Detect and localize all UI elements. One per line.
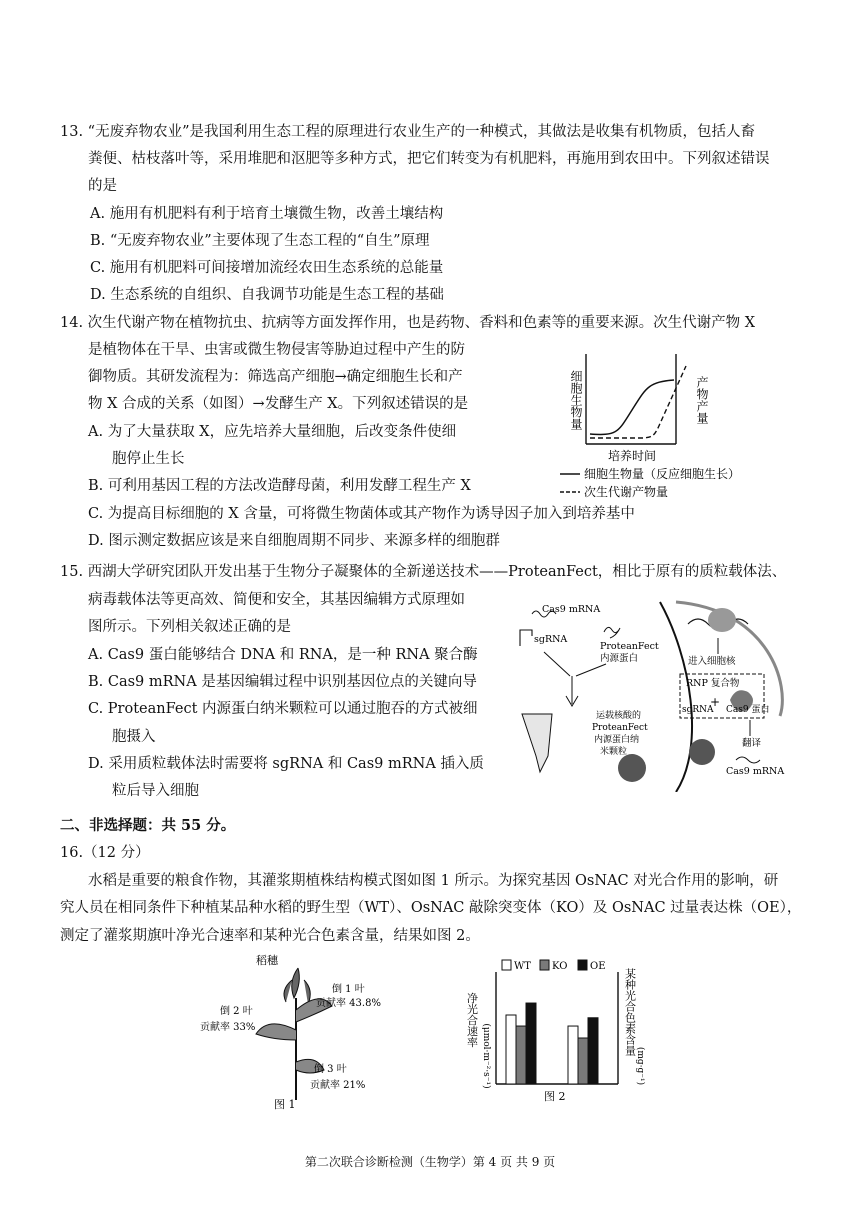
fig-sgrna2: sgRNA: [682, 705, 714, 715]
q14-line4: 物 X 合成的关系（如图）→发酵生产 X。下列叙述错误的是: [88, 396, 469, 412]
rice-plant-figure: [192, 950, 392, 1112]
fig2-legend-swatch-wt: [502, 960, 511, 970]
graph-xlabel: 培养时间: [607, 449, 657, 463]
fig-np4: 米颗粒: [600, 747, 628, 757]
graph-ylabel-right: 产物产量: [695, 376, 709, 424]
q15-option-b: B. Cas9 mRNA 是基因编辑过程中识别基因位点的关键向导: [88, 674, 477, 690]
q13-line2: 粪便、枯枝落叶等，采用堆肥和沤肥等多种方式，把它们转变为有机肥料，再施用到农田中。下列叙述错误: [88, 151, 770, 167]
proteanfect-diagram: [500, 596, 790, 792]
fig2-unit-left: (μmol·m⁻²·s⁻¹): [481, 1023, 491, 1089]
q15-option-d-cont: 粒后导入细胞: [112, 783, 199, 799]
q15-option-c-cont: 胞摄入: [112, 729, 156, 745]
fig2-bar-wt-1: [506, 1015, 516, 1084]
q15-option-d: D. 采用质粒载体法时需要将 sgRNA 和 Cas9 mRNA 插入质: [88, 756, 484, 772]
q13-option-d: D. 生态系统的自组织、自我调节功能是生态工程的基础: [90, 287, 444, 303]
q13-line3: 的是: [88, 178, 117, 194]
q14-line2: 是植物体在干旱、虫害或微生物侵害等胁迫过程中产生的防: [88, 342, 465, 358]
q15-line2: 病毒载体法等更高效、简便和安全，其基因编辑方式原理如: [88, 592, 465, 608]
fig-np2: ProteanFect: [592, 723, 648, 733]
fig-enter: 进入细胞核: [688, 656, 736, 667]
q16-heading: 16.（12 分）: [60, 845, 150, 861]
q15-option-c: C. ProteanFect 内源蛋白纳米颗粒可以通过胞吞的方式被细: [88, 701, 478, 717]
q16-para-line2: 究人员在相同条件下种植某品种水稻的野生型（WT）、OsNAC 敲除突变体（KO）及 OsNAC 过量表达株（OE），: [60, 900, 802, 916]
q15-option-a: A. Cas9 蛋白能够结合 DNA 和 RNA，是一种 RNA 聚合酶: [88, 647, 478, 663]
fig1-leaf1b: 贡献率 43.8%: [316, 998, 381, 1009]
cell-biomass-curve: [590, 380, 674, 434]
q13-option-a: A. 施用有机肥料有利于培育土壤微生物，改善土壤结构: [90, 206, 444, 222]
fig2-legend-swatch-ko: [540, 960, 549, 970]
q13-option-c: C. 施用有机肥料可间接增加流经农田生态系统的总能量: [90, 260, 444, 276]
fig1-leaf2b: 贡献率 33%: [200, 1022, 256, 1033]
fig2-caption: 图 2: [544, 1090, 566, 1103]
legend-cell-biomass: 细胞生物量（反应细胞生长）: [584, 467, 741, 481]
arrow-right: [576, 664, 606, 676]
fig-np1: 运载核酸的: [596, 711, 642, 721]
q14-option-a: A. 为了大量获取 X，应先培养大量细胞，后改变条件使细: [88, 424, 457, 440]
q14-option-b: B. 可利用基因工程的方法改造酵母菌，利用发酵工程生产 X: [88, 478, 471, 494]
fig-cas9-mrna: Cas9 mRNA: [542, 604, 601, 615]
fig1-leaf3b: 贡献率 21%: [310, 1080, 366, 1091]
leaf-2: [256, 1024, 296, 1040]
fig2-legend-label-oe: OE: [590, 961, 606, 972]
legend-product: 次生代谢产物量: [584, 485, 669, 499]
tube-icon: [522, 714, 552, 772]
fig1-panicle: 稻穗: [256, 954, 278, 967]
fig-translate: 翻译: [742, 738, 762, 749]
fig-cas9-mrna2: Cas9 mRNA: [726, 766, 785, 777]
fig2-bar-ko-1: [516, 1026, 526, 1084]
fig1-caption: 图 1: [274, 1098, 296, 1111]
fig2-ylabel-right: 某种光合色素含量: [623, 968, 637, 1056]
fig2-plot-layer: [496, 960, 618, 1084]
fig2-unit-right: (mg·g⁻¹): [635, 1046, 645, 1086]
panicle-icon: [284, 968, 310, 1004]
product-yield-curve: [590, 366, 686, 438]
fig-sgrna: sgRNA: [534, 634, 568, 645]
sgrna-shape: [520, 630, 532, 646]
section-heading: 二、非选择题：共 55 分。: [60, 817, 236, 834]
fig1-leaf3a: 倒 3 叶: [314, 1064, 347, 1075]
arrow-left: [544, 652, 570, 676]
graph-ylabel-left: 细胞生物量: [569, 370, 583, 430]
fig2-bar-ko-2: [578, 1038, 588, 1084]
fig2-bar-wt-2: [568, 1026, 578, 1084]
fig-np3: 内源蛋白纳: [594, 735, 640, 745]
cell-membrane: [660, 602, 692, 792]
fig2-bar-oe-2: [588, 1018, 598, 1084]
fig1-leaf2a: 倒 2 叶: [220, 1006, 253, 1017]
fig-cas9: Cas9 蛋白: [726, 705, 770, 715]
fig2-bar-chart: [462, 956, 652, 1106]
fig2-legend-label-ko: KO: [552, 961, 568, 972]
page-footer: 第二次联合诊断检测（生物学）第 4 页 共 9 页: [304, 1155, 556, 1169]
q14-option-d: D. 图示测定数据应该是来自细胞周期不同步、来源多样的细胞群: [88, 533, 500, 549]
fig2-legend-swatch-oe: [578, 960, 587, 970]
q14-line1: 14. 次生代谢产物在植物抗虫、抗病等方面发挥作用，也是药物、香料和色素等的重要来源。次生代谢产物 X: [60, 315, 756, 331]
plus-sign: +: [710, 695, 721, 709]
fig2-bar-oe-1: [526, 1003, 536, 1084]
growth-product-graph: [556, 348, 786, 504]
q14-option-a-cont: 胞停止生长: [112, 451, 185, 467]
fig2-legend-label-wt: WT: [514, 961, 531, 972]
q16-para-line1: 水稻是重要的粮食作物，其灌浆期植株结构模式图如图 1 所示。为探究基因 OsNAC 对光合作用的影响，研: [88, 873, 779, 889]
fig1-leaf1a: 倒 1 叶: [332, 984, 365, 995]
cas9-on-dna: [708, 608, 736, 632]
protein-squiggle: [604, 627, 620, 638]
q16-para-line3: 测定了灌浆期旗叶净光合速率和某种光合色素含量，结果如图 2。: [60, 928, 480, 944]
nanoparticle-icon-2: [689, 739, 715, 765]
q15-line1: 15. 西湖大学研究团队开发出基于生物分子凝聚体的全新递送技术——ProteanFect，相比于原有的质粒载体法、: [60, 564, 787, 580]
q14-line3: 御物质。其研发流程为：筛选高产细胞→确定细胞生长和产: [88, 369, 463, 385]
fig-pf1: ProteanFect: [600, 641, 659, 652]
q13-option-b: B. “无废弃物农业”主要体现了生态工程的“自生”原理: [90, 233, 430, 249]
mrna-squiggle-2: [736, 757, 760, 763]
fig-rnp: RNP 复合物: [686, 678, 740, 689]
nanoparticle-icon: [618, 754, 646, 782]
q14-option-c: C. 为提高目标细胞的 X 含量，可将微生物菌体或其产物作为诱导因子加入到培养基中: [88, 506, 635, 522]
fig-pf2: 内源蛋白: [600, 653, 639, 664]
q13-line1: 13. “无废弃物农业”是我国利用生态工程的原理进行农业生产的一种模式，其做法是收集有机物质，包括人畜: [60, 124, 755, 140]
q15-line3: 图所示。下列相关叙述正确的是: [88, 619, 291, 635]
fig2-ylabel-left: 净光合速率: [465, 992, 479, 1048]
